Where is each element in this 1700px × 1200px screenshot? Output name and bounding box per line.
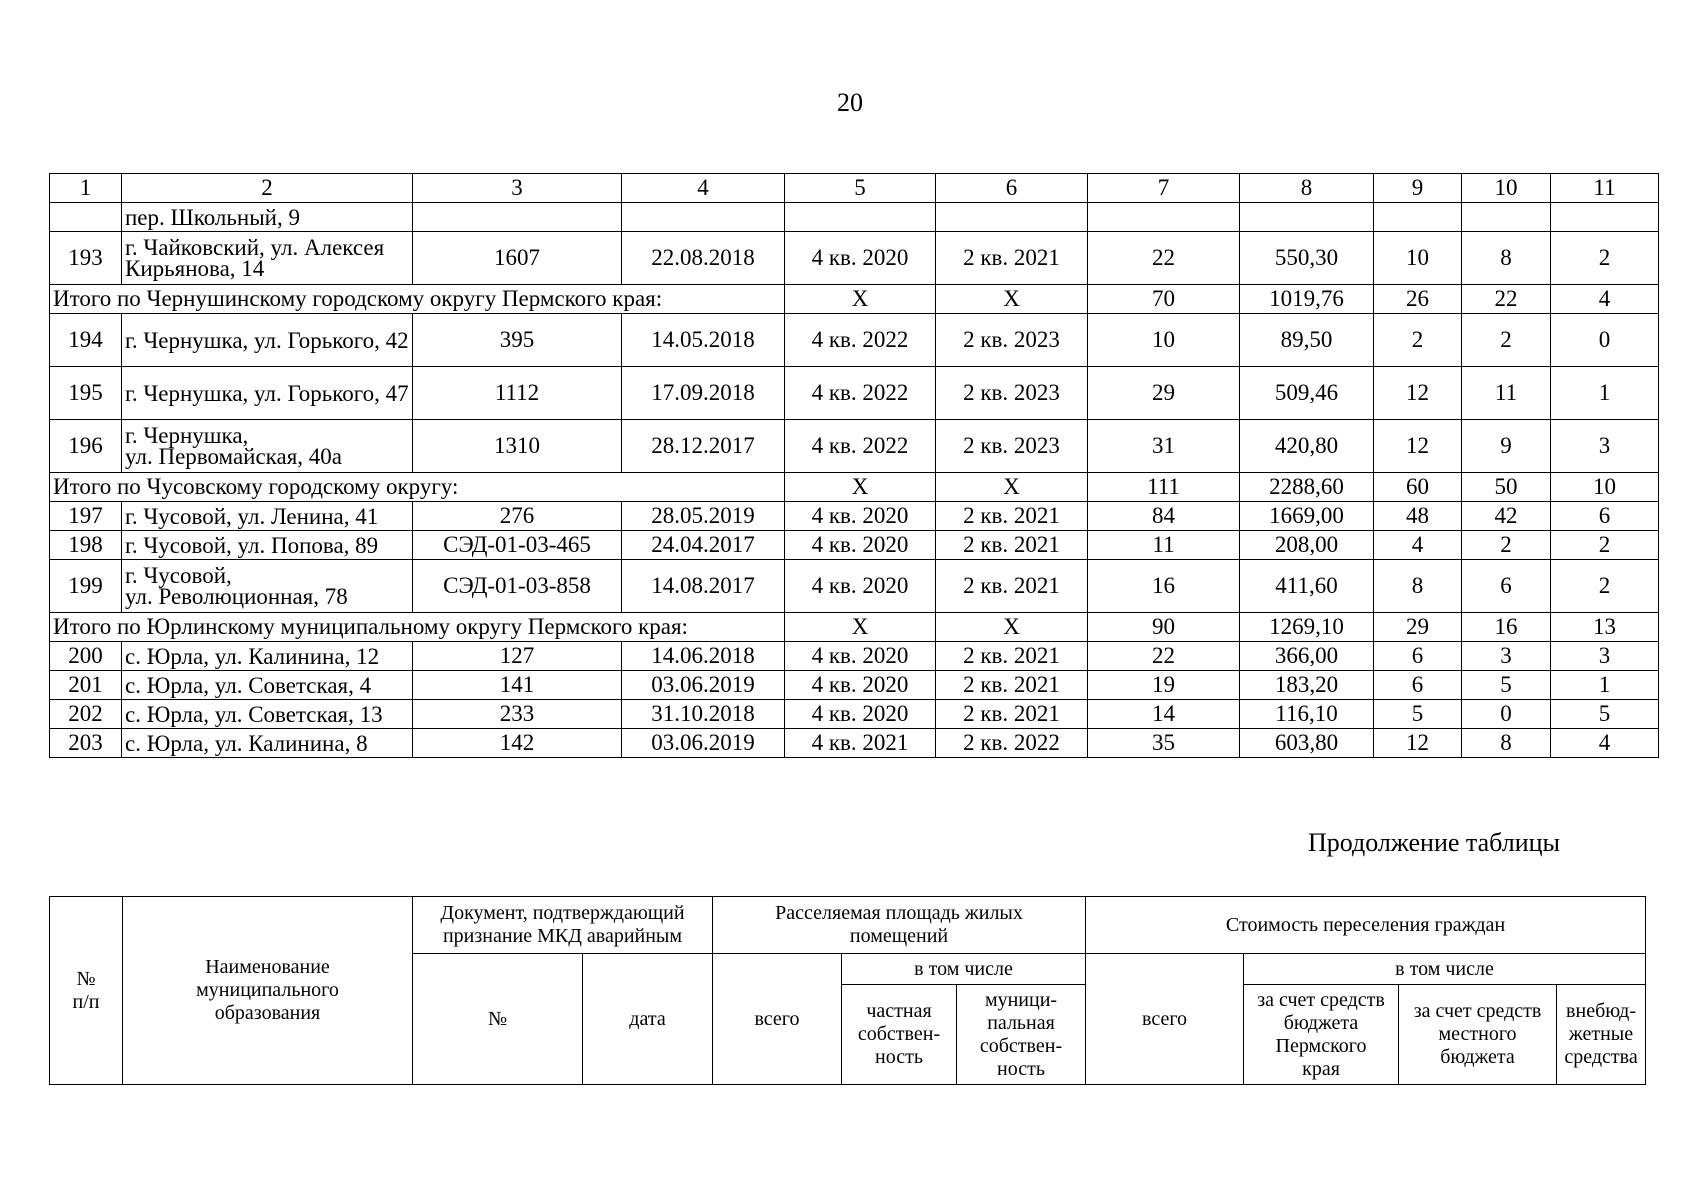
total-cell: 26: [1374, 285, 1462, 314]
table-cell: 2 кв. 2022: [936, 729, 1088, 758]
total-label: Итого по Чернушинскому городскому округу Пермского края:: [50, 285, 785, 314]
table-cell: 6: [1462, 560, 1551, 613]
table-cell: 14.05.2018: [622, 314, 785, 367]
column-number: 10: [1462, 174, 1551, 203]
total-cell: 13: [1551, 613, 1659, 642]
table-cell: 200: [50, 642, 122, 671]
table-cell: 127: [413, 642, 622, 671]
total-cell: 1019,76: [1240, 285, 1374, 314]
table-cell: 4 кв. 2022: [785, 420, 936, 473]
continuation-label: Продолжение таблицы: [1308, 828, 1560, 857]
table-row: [50, 700, 1659, 729]
table-cell: 2 кв. 2023: [936, 420, 1088, 473]
header-cost-in-that-number: в том числе: [1244, 954, 1646, 985]
table-cell: 4: [1374, 531, 1462, 560]
table-cell: 411,60: [1240, 560, 1374, 613]
table-cell: 1310: [413, 420, 622, 473]
total-cell: 111: [1088, 473, 1240, 502]
table-cell: [622, 203, 785, 232]
table-cell: 4 кв. 2022: [785, 314, 936, 367]
table-cell: 2: [1374, 314, 1462, 367]
address-cell: г. Чернушка, ул. Первомайская, 40а: [122, 420, 413, 473]
table-cell: 141: [413, 671, 622, 700]
table-cell: 195: [50, 367, 122, 420]
table-cell: 03.06.2019: [622, 671, 785, 700]
header-num: № п/п: [50, 897, 123, 1085]
total-cell: 2288,60: [1240, 473, 1374, 502]
table-cell: 2 кв. 2023: [936, 314, 1088, 367]
table-row: [50, 420, 1659, 473]
table-cell: [936, 203, 1088, 232]
table-cell: 194: [50, 314, 122, 367]
table-cell: 28.05.2019: [622, 502, 785, 531]
table-cell: 420,80: [1240, 420, 1374, 473]
table-cell: 2 кв. 2021: [936, 502, 1088, 531]
table-cell: 193: [50, 232, 122, 285]
total-cell: 90: [1088, 613, 1240, 642]
table-cell: 12: [1374, 420, 1462, 473]
table-cell: 4 кв. 2020: [785, 700, 936, 729]
address-cell: г. Чернушка, ул. Горького, 47: [122, 367, 413, 420]
table-cell: 12: [1374, 729, 1462, 758]
table-cell: 11: [1088, 531, 1240, 560]
column-number: 5: [785, 174, 936, 203]
resettlement-table: [49, 173, 1659, 758]
table-cell: 2 кв. 2021: [936, 642, 1088, 671]
header-local-budget: за счет средств местного бюджета: [1399, 985, 1557, 1085]
table-cell: 233: [413, 700, 622, 729]
address-cell: с. Юрла, ул. Советская, 4: [122, 671, 413, 700]
table-cell: 48: [1374, 502, 1462, 531]
address-cell: с. Юрла, ул. Калинина, 8: [122, 729, 413, 758]
table-cell: 550,30: [1240, 232, 1374, 285]
table-cell: 5: [1551, 700, 1659, 729]
table-cell: 4: [1551, 729, 1659, 758]
table-cell: [1088, 203, 1240, 232]
table-cell: 22.08.2018: [622, 232, 785, 285]
table-cell: 31.10.2018: [622, 700, 785, 729]
total-cell: 60: [1374, 473, 1462, 502]
table-row: [50, 367, 1659, 420]
column-number: 8: [1240, 174, 1374, 203]
table-cell: 14.08.2017: [622, 560, 785, 613]
column-number: 11: [1551, 174, 1659, 203]
column-number: 7: [1088, 174, 1240, 203]
column-number: 4: [622, 174, 785, 203]
table-cell: 6: [1551, 502, 1659, 531]
header-municipal-ownership: муници- пальная собствен- ность: [957, 985, 1086, 1085]
table-cell: 2 кв. 2021: [936, 531, 1088, 560]
table-cell: 4 кв. 2020: [785, 502, 936, 531]
table-cell: [50, 203, 122, 232]
table-cell: 276: [413, 502, 622, 531]
table-cell: 1112: [413, 367, 622, 420]
table-cell: 1: [1551, 671, 1659, 700]
total-cell: X: [785, 473, 936, 502]
column-number: 1: [50, 174, 122, 203]
table-cell: 10: [1374, 232, 1462, 285]
total-cell: 1269,10: [1240, 613, 1374, 642]
page-number: 20: [837, 88, 863, 117]
table-row: [50, 671, 1659, 700]
table-cell: 16: [1088, 560, 1240, 613]
column-number: 6: [936, 174, 1088, 203]
table-row: [50, 314, 1659, 367]
total-cell: 50: [1462, 473, 1551, 502]
total-cell: X: [936, 285, 1088, 314]
table-row: [50, 203, 1659, 232]
table-cell: 3: [1462, 642, 1551, 671]
table-cell: 2 кв. 2021: [936, 671, 1088, 700]
table-cell: СЭД-01-03-858: [413, 560, 622, 613]
total-cell: X: [785, 613, 936, 642]
column-number: 2: [122, 174, 413, 203]
table-cell: 4 кв. 2020: [785, 642, 936, 671]
table-cell: 2 кв. 2021: [936, 700, 1088, 729]
table-cell: 5: [1462, 671, 1551, 700]
table-cell: 4 кв. 2020: [785, 531, 936, 560]
table-cell: 4 кв. 2021: [785, 729, 936, 758]
table-cell: [1462, 203, 1551, 232]
table-cell: 89,50: [1240, 314, 1374, 367]
total-row: [50, 473, 1659, 502]
table-row: [50, 531, 1659, 560]
total-label: Итого по Юрлинскому муниципальному округу Пермского края:: [50, 613, 785, 642]
total-cell: X: [936, 473, 1088, 502]
header-offbudget: внебюд- жетные средства: [1557, 985, 1646, 1085]
table-cell: 1: [1551, 367, 1659, 420]
continuation-header-table: [49, 896, 1646, 1085]
table-cell: 4 кв. 2020: [785, 232, 936, 285]
table-cell: 198: [50, 531, 122, 560]
table-cell: [413, 203, 622, 232]
table-cell: 2 кв. 2021: [936, 560, 1088, 613]
table-cell: 203: [50, 729, 122, 758]
total-cell: 29: [1374, 613, 1462, 642]
column-number: 9: [1374, 174, 1462, 203]
table-cell: 11: [1462, 367, 1551, 420]
table-cell: 10: [1088, 314, 1240, 367]
table-cell: 116,10: [1240, 700, 1374, 729]
table-cell: 1607: [413, 232, 622, 285]
header-area-total: всего: [713, 954, 842, 1085]
table-cell: 22: [1088, 232, 1240, 285]
total-cell: X: [785, 285, 936, 314]
total-cell: 10: [1551, 473, 1659, 502]
table-cell: 24.04.2017: [622, 531, 785, 560]
header-area-group: Расселяемая площадь жилых помещений: [713, 897, 1086, 954]
address-cell: г. Чернушка, ул. Горького, 42: [122, 314, 413, 367]
table-cell: 208,00: [1240, 531, 1374, 560]
total-row: [50, 613, 1659, 642]
header-doc-date: дата: [583, 954, 713, 1085]
header-area-in-that-number: в том числе: [842, 954, 1086, 985]
table-cell: 2: [1462, 531, 1551, 560]
table-cell: 17.09.2018: [622, 367, 785, 420]
header-mo-name: Наименование муниципального образования: [123, 897, 413, 1085]
table-cell: 42: [1462, 502, 1551, 531]
table-cell: 2: [1462, 314, 1551, 367]
table-cell: 201: [50, 671, 122, 700]
table-cell: 603,80: [1240, 729, 1374, 758]
header-region-budget: за счет средств бюджета Пермского края: [1244, 985, 1399, 1085]
table-cell: [1374, 203, 1462, 232]
table-cell: [1551, 203, 1659, 232]
table-cell: 6: [1374, 671, 1462, 700]
table-cell: 03.06.2019: [622, 729, 785, 758]
table-cell: 4 кв. 2020: [785, 671, 936, 700]
total-cell: X: [936, 613, 1088, 642]
table-cell: 2: [1551, 531, 1659, 560]
total-row: [50, 285, 1659, 314]
table-row: [50, 502, 1659, 531]
table-cell: 5: [1374, 700, 1462, 729]
table-cell: 509,46: [1240, 367, 1374, 420]
table-cell: 395: [413, 314, 622, 367]
table-row: [50, 642, 1659, 671]
table-cell: 19: [1088, 671, 1240, 700]
table-cell: 8: [1374, 560, 1462, 613]
table-cell: 8: [1462, 232, 1551, 285]
address-cell: г. Чусовой, ул. Попова, 89: [122, 531, 413, 560]
table-cell: 366,00: [1240, 642, 1374, 671]
table-cell: 12: [1374, 367, 1462, 420]
total-label: Итого по Чусовскому городскому округу:: [50, 473, 785, 502]
table-cell: 84: [1088, 502, 1240, 531]
address-cell: с. Юрла, ул. Советская, 13: [122, 700, 413, 729]
table-row: [50, 232, 1659, 285]
table-cell: 9: [1462, 420, 1551, 473]
table-cell: [1240, 203, 1374, 232]
table-cell: 0: [1551, 314, 1659, 367]
table-cell: 183,20: [1240, 671, 1374, 700]
table-cell: 1669,00: [1240, 502, 1374, 531]
table-row: [50, 560, 1659, 613]
table-cell: 4 кв. 2020: [785, 560, 936, 613]
table-cell: 14.06.2018: [622, 642, 785, 671]
header-doc-number: №: [413, 954, 583, 1085]
table-cell: 2 кв. 2021: [936, 232, 1088, 285]
header-doc-group: Документ, подтверждающий признание МКД аварийным: [413, 897, 713, 954]
table-cell: [785, 203, 936, 232]
header-cost-total: всего: [1086, 954, 1244, 1085]
table-cell: 142: [413, 729, 622, 758]
address-cell: г. Чусовой, ул. Революционная, 78: [122, 560, 413, 613]
address-cell: г. Чайковский, ул. Алексея Кирьянова, 14: [122, 232, 413, 285]
column-number: 3: [413, 174, 622, 203]
table-cell: 28.12.2017: [622, 420, 785, 473]
table-cell: 31: [1088, 420, 1240, 473]
table-cell: 197: [50, 502, 122, 531]
column-number-row: [50, 174, 1659, 203]
table-cell: 6: [1374, 642, 1462, 671]
table-cell: СЭД-01-03-465: [413, 531, 622, 560]
table-cell: 4 кв. 2022: [785, 367, 936, 420]
header-private-ownership: частная собствен- ность: [842, 985, 957, 1085]
table-cell: 3: [1551, 420, 1659, 473]
header-cost-group: Стоимость переселения граждан: [1086, 897, 1646, 954]
address-cell: пер. Школьный, 9: [122, 203, 413, 232]
total-cell: 22: [1462, 285, 1551, 314]
table-cell: 8: [1462, 729, 1551, 758]
total-cell: 4: [1551, 285, 1659, 314]
table-cell: 35: [1088, 729, 1240, 758]
table-cell: 2: [1551, 232, 1659, 285]
table-cell: 2 кв. 2023: [936, 367, 1088, 420]
address-cell: г. Чусовой, ул. Ленина, 41: [122, 502, 413, 531]
total-cell: 70: [1088, 285, 1240, 314]
table-cell: 0: [1462, 700, 1551, 729]
table-cell: 199: [50, 560, 122, 613]
table-cell: 14: [1088, 700, 1240, 729]
table-cell: 3: [1551, 642, 1659, 671]
table-cell: 22: [1088, 642, 1240, 671]
table-cell: 2: [1551, 560, 1659, 613]
table-row: [50, 729, 1659, 758]
address-cell: с. Юрла, ул. Калинина, 12: [122, 642, 413, 671]
table-cell: 29: [1088, 367, 1240, 420]
total-cell: 16: [1462, 613, 1551, 642]
table-cell: 202: [50, 700, 122, 729]
table-cell: 196: [50, 420, 122, 473]
